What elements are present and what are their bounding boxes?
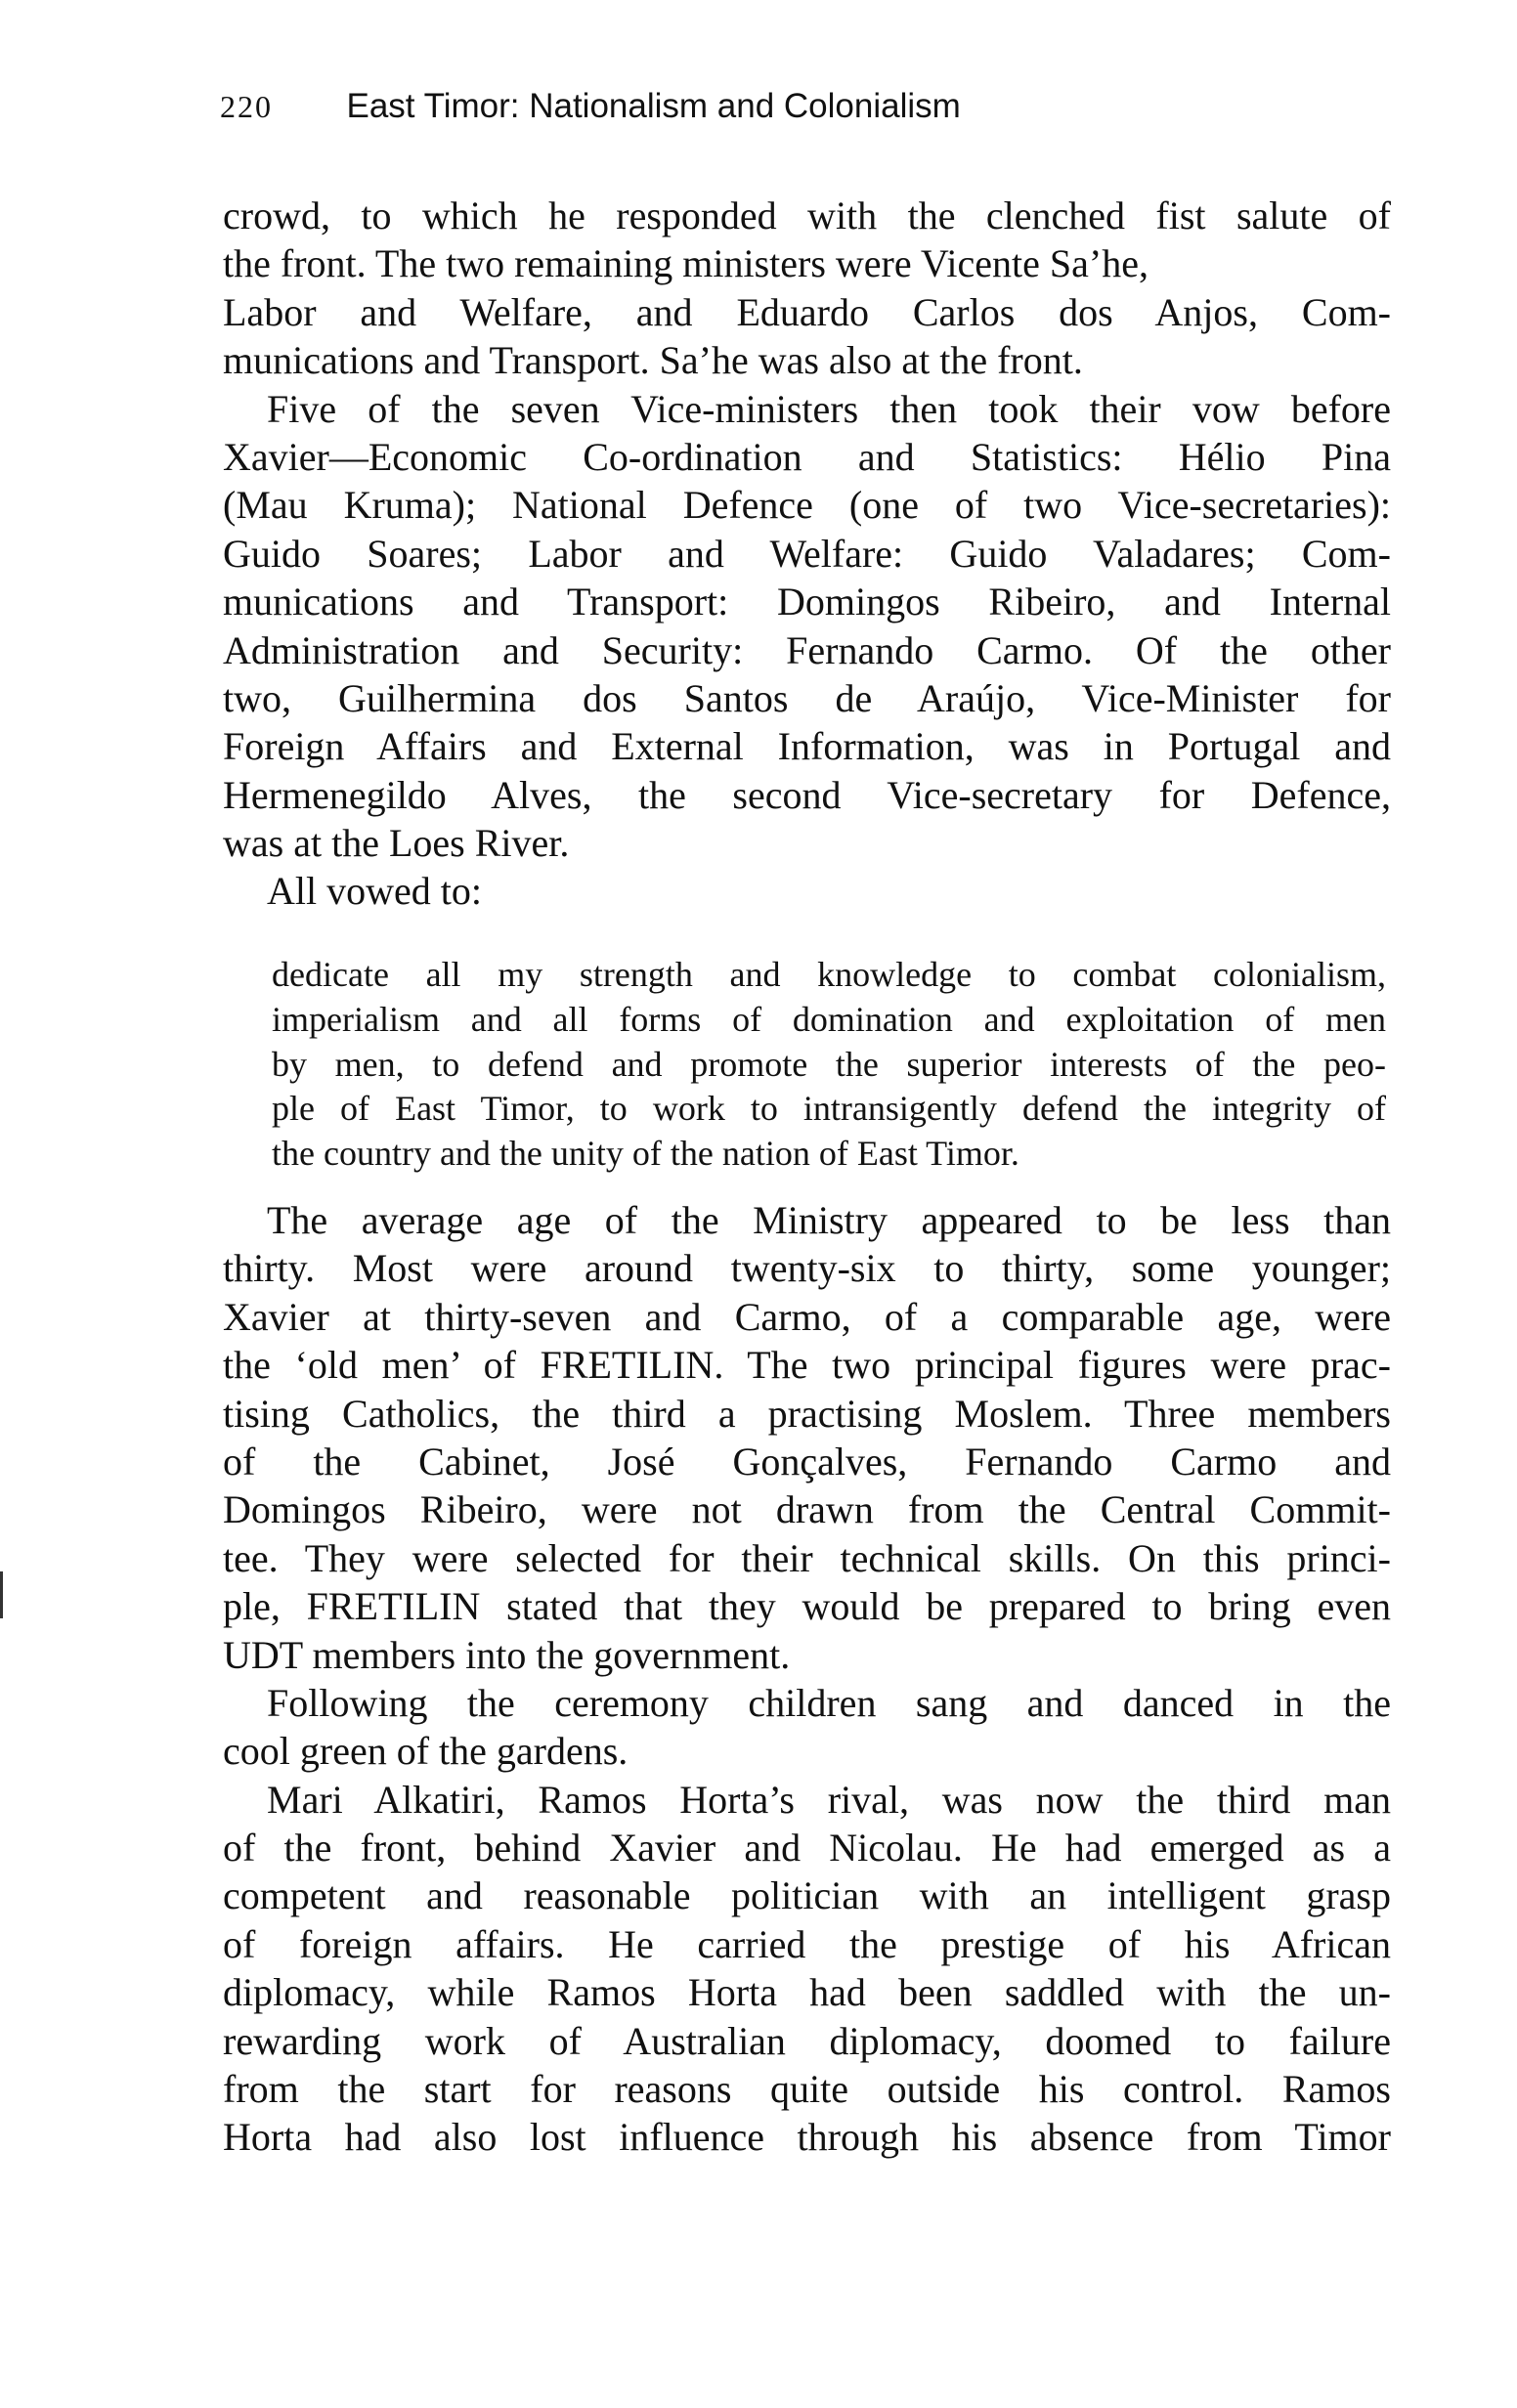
quote-line: the country and the unity of the nation of East Timor. [272,1134,1019,1174]
text-line: Foreign Affairs and External Information, was in Portugal and [223,724,1391,769]
text-line: Domingos Ribeiro, were not drawn from the Central Commit- [223,1487,1391,1532]
text-line: Guido Soares; Labor and Welfare: Guido Valadares; Com- [223,531,1391,576]
text-line: munications and Transport. Sa’he was also at the front. [223,338,1083,383]
body-text-bottom [223,1196,1391,2162]
running-title: East Timor: Nationalism and Colonialism [346,87,961,125]
text-line: of the Cabinet, José Gonçalves, Fernando Carmo and [223,1439,1391,1484]
running-head [220,76,1393,135]
text-line: of the front, behind Xavier and Nicolau. He had emerged as a [223,1826,1391,1870]
text-line: Xavier at thirty-seven and Carmo, of a comparable age, were [223,1294,1391,1339]
text-line: Administration and Security: Fernando Carmo. Of the other [223,627,1391,672]
text-line: the front. The two remaining ministers were Vicente Sa’he, [223,241,1149,286]
text-line: of foreign affairs. He carried the prestige of his African [223,1921,1391,1966]
text-line: ple, FRETILIN stated that they would be prepared to bring even [223,1584,1391,1629]
text-line: Xavier—Economic Co-ordination and Statistics: Hélio Pina [223,434,1391,479]
text-line: was at the Loes River. [223,821,570,866]
text-line: The average age of the Ministry appeared to be less than [267,1198,1391,1242]
quote-line: by men, to defend and promote the superior interests of the peo- [272,1044,1386,1084]
text-line: Labor and Welfare, and Eduardo Carlos dos Anjos, Com- [223,289,1391,334]
text-line: from the start for reasons quite outside his control. Ramos [223,2067,1391,2112]
quote-line: dedicate all my strength and knowledge to combat colonialism, [272,955,1386,994]
body-text-top [223,192,1391,916]
text-line: Horta had also lost influence through his absence from Timor [223,2115,1391,2160]
text-line: UDT members into the government. [223,1632,791,1677]
page-number: 220 [220,89,273,124]
block-quote [272,953,1386,1177]
quote-line: imperialism and all forms of domination and exploitation of men [272,999,1386,1039]
text-line: All vowed to: [267,869,482,914]
text-line: Following the ceremony children sang and danced in the [267,1680,1391,1725]
text-line: rewarding work of Australian diplomacy, doomed to failure [223,2018,1391,2063]
text-line: Hermenegildo Alves, the second Vice-secretary for Defence, [223,772,1391,817]
text-line: tising Catholics, the third a practising Moslem. Three members [223,1391,1391,1436]
text-line: Mari Alkatiri, Ramos Horta’s rival, was now the third man [267,1777,1391,1822]
text-line: cool green of the gardens. [223,1729,628,1774]
text-line: the ‘old men’ of FRETILIN. The two principal figures were prac- [223,1343,1391,1388]
text-line: Five of the seven Vice-ministers then took their vow before [267,386,1391,431]
text-line: thirty. Most were around twenty-six to thirty, some younger; [223,1246,1391,1291]
text-line: tee. They were selected for their technical skills. On this princi- [223,1535,1391,1580]
text-line: diplomacy, while Ramos Horta had been saddled with the un- [223,1970,1391,2015]
text-line: (Mau Kruma); National Defence (one of two Vice-secretaries): [223,483,1391,528]
text-line: competent and reasonable politician with an intelligent grasp [223,1873,1391,1918]
text-line: two, Guilhermina dos Santos de Araújo, Vice-Minister for [223,675,1391,720]
scan-margin-mark [0,1571,3,1618]
quote-line: ple of East Timor, to work to intransigently defend the integrity of [272,1089,1386,1129]
text-line: munications and Transport: Domingos Ribeiro, and Internal [223,580,1391,624]
text-line: crowd, to which he responded with the clenched fist salute of [223,194,1391,237]
